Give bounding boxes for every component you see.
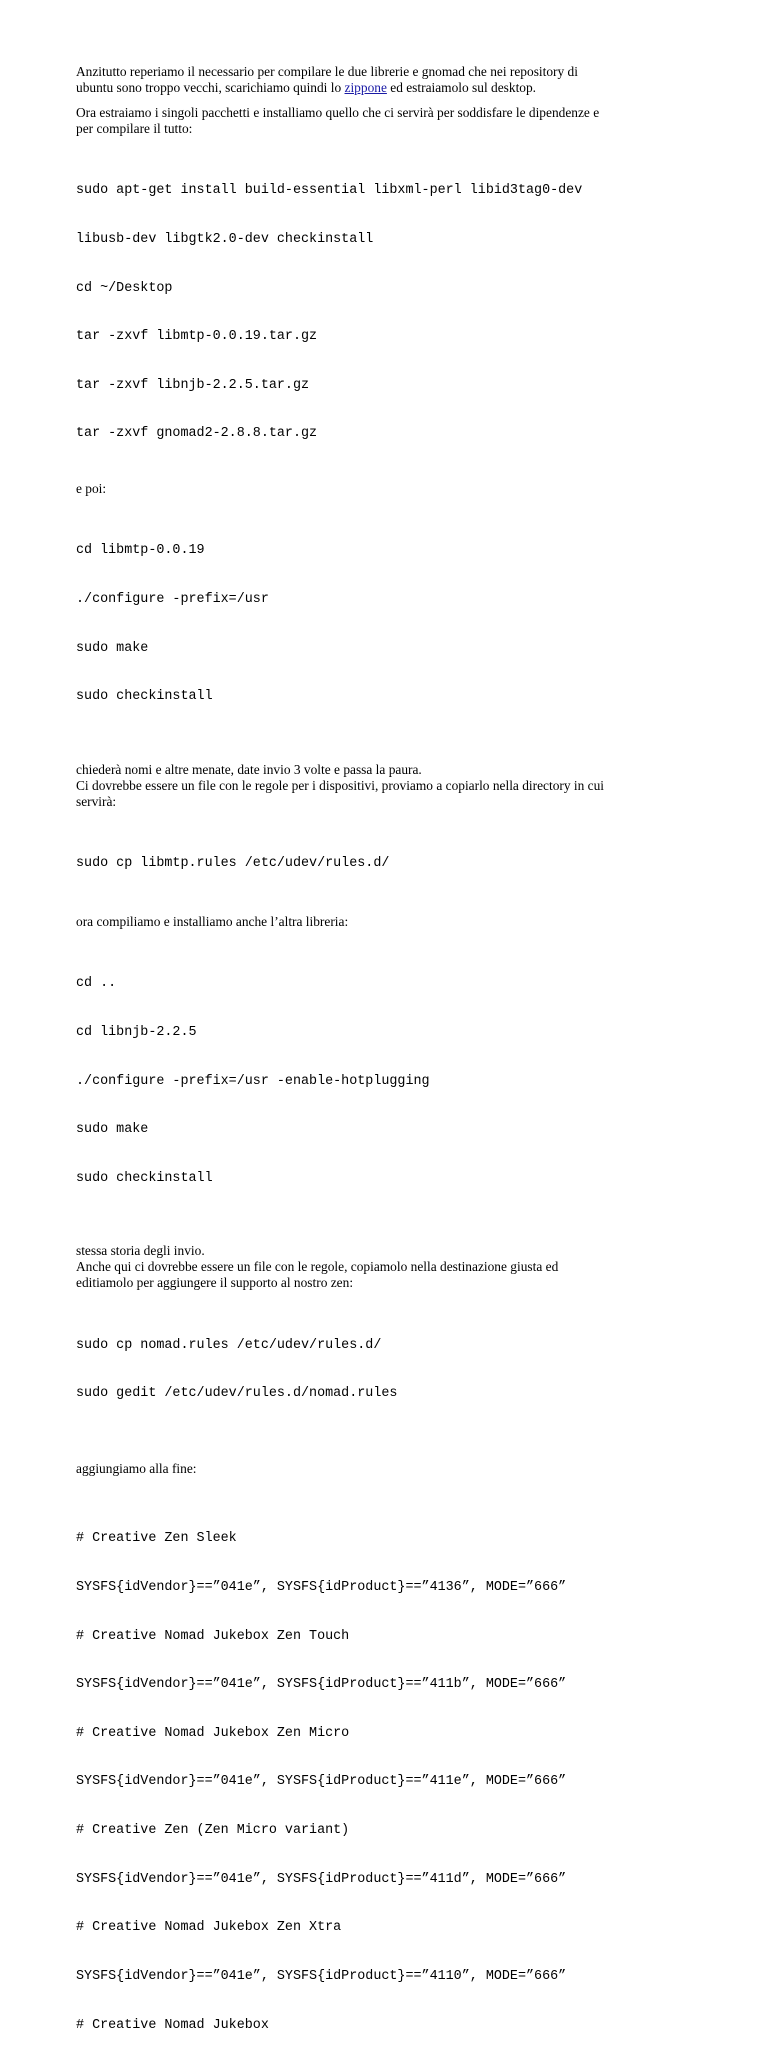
code-line: cd libnjb-2.2.5 <box>76 1024 197 1040</box>
intro-line-1: Anzitutto reperiamo il necessario per compilare le due librerie e gnomad che nei repository di <box>76 64 578 79</box>
extract-paragraph <box>76 105 696 137</box>
same-story-paragraph <box>76 1243 696 1291</box>
code-line: tar -zxvf libmtp-0.0.19.tar.gz <box>76 329 318 345</box>
code-line: cd ~/Desktop <box>76 280 173 296</box>
code-line: ./configure -prefix=/usr <box>76 592 269 608</box>
extract-line-1: Ora estraiamo i singoli pacchetti e installiamo quello che ci servirà per soddisfare le dipendenze e <box>76 105 600 120</box>
code-line: SYSFS{idVendor}==”041e”, SYSFS{idProduct}==”4136”, MODE=”666” <box>76 1580 567 1596</box>
prompts-line-1: chiederà nomi e altre menate, date invio 3 volte e passa la paura. <box>76 761 422 777</box>
code-line: cd libmtp-0.0.19 <box>76 543 205 559</box>
intro-line-2-end: ed estraiamolo sul desktop. <box>386 80 537 95</box>
code-line: sudo cp libmtp.rules /etc/udev/rules.d/ <box>76 856 390 872</box>
code-line: # Creative Nomad Jukebox <box>76 2017 269 2033</box>
code-line: ./configure -prefix=/usr -enable-hotplugging <box>76 1073 430 1089</box>
libmtp-code-block <box>76 511 696 738</box>
append-paragraph: aggiungiamo alla fine: <box>76 1461 197 1476</box>
code-line: SYSFS{idVendor}==”041e”, SYSFS{idProduct}==”411d”, MODE=”666” <box>76 1871 567 1887</box>
same-story-line-2: Anche qui ci dovrebbe essere un file con le regole, copiamolo nella destinazione giusta ed <box>76 1259 559 1275</box>
code-line: sudo apt-get install build-essential libxml-perl libid3tag0-dev <box>76 183 583 199</box>
code-line: # Creative Nomad Jukebox Zen Xtra <box>76 1920 342 1936</box>
copy-rules-code-block <box>76 824 696 905</box>
udev-rules-code-block <box>76 1499 696 2066</box>
nomad-rules-code-block <box>76 1305 696 1435</box>
prompts-paragraph <box>76 762 696 810</box>
same-story-line-1: stessa storia degli invio. <box>76 1243 205 1259</box>
zippone-link[interactable]: zippone <box>344 80 387 95</box>
code-line: # Creative Zen Sleek <box>76 1531 237 1547</box>
extract-line-2: per compilare il tutto: <box>76 121 193 136</box>
compile-paragraph: ora compiliamo e installiamo anche l’altra libreria: <box>76 913 349 929</box>
code-line: SYSFS{idVendor}==”041e”, SYSFS{idProduct}==”4110”, MODE=”666” <box>76 1968 567 1984</box>
code-line: SYSFS{idVendor}==”041e”, SYSFS{idProduct}==”411e”, MODE=”666” <box>76 1774 567 1790</box>
code-line: tar -zxvf libnjb-2.2.5.tar.gz <box>76 377 310 393</box>
intro-paragraph <box>76 64 696 96</box>
install-code-block <box>76 151 696 475</box>
code-line: tar -zxvf gnomad2-2.8.8.tar.gz <box>76 426 318 442</box>
code-line: # Creative Nomad Jukebox Zen Micro <box>76 1725 350 1741</box>
code-line: sudo make <box>76 1122 149 1138</box>
prompts-line-3: servirà: <box>76 793 117 809</box>
code-line: SYSFS{idVendor}==”041e”, SYSFS{idProduct}==”411b”, MODE=”666” <box>76 1677 567 1693</box>
code-line: sudo checkinstall <box>76 689 213 705</box>
code-line: sudo gedit /etc/udev/rules.d/nomad.rules <box>76 1386 398 1402</box>
code-line: cd .. <box>76 976 117 992</box>
same-story-line-3: editiamolo per aggiungere il supporto al nostro zen: <box>76 1275 354 1291</box>
intro-line-2-start: ubuntu sono troppo vecchi, scarichiamo quindi lo <box>76 80 345 95</box>
libnjb-code-block <box>76 944 696 1219</box>
code-line: sudo cp nomad.rules /etc/udev/rules.d/ <box>76 1337 382 1353</box>
prompts-line-2: Ci dovrebbe essere un file con le regole per i dispositivi, proviamo a copiarlo nella directory in cui <box>76 777 605 793</box>
code-line: libusb-dev libgtk2.0-dev checkinstall <box>76 232 374 248</box>
document-page <box>76 64 696 2066</box>
then-paragraph: e poi: <box>76 481 107 497</box>
code-line: # Creative Nomad Jukebox Zen Touch <box>76 1628 350 1644</box>
code-line: sudo make <box>76 640 149 656</box>
code-line: # Creative Zen (Zen Micro variant) <box>76 1823 350 1839</box>
intro-line-2 <box>76 80 696 96</box>
code-line: sudo checkinstall <box>76 1170 213 1186</box>
